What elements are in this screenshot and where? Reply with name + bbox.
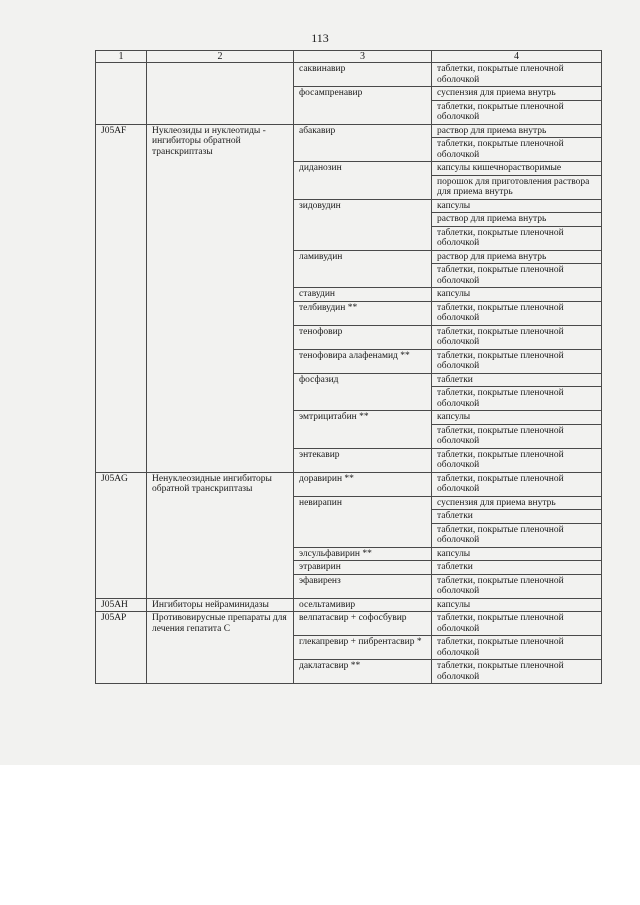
dosage-form-cell: таблетки, покрытые пленочной оболочкой [432, 325, 602, 349]
dosage-form-cell: таблетки, покрытые пленочной оболочкой [432, 612, 602, 636]
dosage-form-cell: капсулы [432, 199, 602, 213]
drug-name-cell: тенофовир [294, 325, 432, 349]
dosage-form-cell: раствор для приема внутрь [432, 124, 602, 138]
dosage-form-cell: таблетки [432, 373, 602, 387]
atc-code-cell: J05AG [96, 472, 147, 598]
dosage-form-cell: порошок для приготовления раствора для приема внутрь [432, 175, 602, 199]
header-cell: 2 [147, 51, 294, 63]
group-name-cell: Нуклеозиды и нуклеотиды - ингибиторы обратной транскриптазы [147, 124, 294, 472]
dosage-form-cell: таблетки, покрытые пленочной оболочкой [432, 138, 602, 162]
table-row [96, 612, 602, 636]
drug-name-cell: саквинавир [294, 63, 432, 87]
dosage-form-cell: таблетки, покрытые пленочной оболочкой [432, 448, 602, 472]
drug-name-cell: элсульфавирин ** [294, 547, 432, 561]
dosage-form-cell: суспензия для приема внутрь [432, 496, 602, 510]
dosage-form-cell: капсулы [432, 288, 602, 302]
drug-name-cell: осельтамивир [294, 598, 432, 612]
drug-name-cell: невирапин [294, 496, 432, 547]
dosage-form-cell: раствор для приема внутрь [432, 250, 602, 264]
table-row [96, 598, 602, 612]
dosage-form-cell: таблетки, покрытые пленочной оболочкой [432, 472, 602, 496]
drug-name-cell: диданозин [294, 162, 432, 200]
dosage-form-cell: таблетки, покрытые пленочной оболочкой [432, 660, 602, 684]
dosage-form-cell: суспензия для приема внутрь [432, 87, 602, 101]
drug-name-cell: фосфазид [294, 373, 432, 411]
atc-code-cell [96, 63, 147, 125]
dosage-form-cell: таблетки, покрытые пленочной оболочкой [432, 387, 602, 411]
page-number: 113 [311, 31, 329, 45]
dosage-form-cell: таблетки, покрытые пленочной оболочкой [432, 226, 602, 250]
drug-name-cell: абакавир [294, 124, 432, 162]
atc-code-cell: J05AF [96, 124, 147, 472]
drug-name-cell: глекапревир + пибрентасвир * [294, 636, 432, 660]
drug-name-cell: даклатасвир ** [294, 660, 432, 684]
table-row [96, 472, 602, 496]
drug-name-cell: этравирин [294, 561, 432, 575]
drug-name-cell: эмтрицитабин ** [294, 411, 432, 449]
atc-code-cell: J05AP [96, 612, 147, 684]
dosage-form-cell: таблетки, покрытые пленочной оболочкой [432, 636, 602, 660]
dosage-form-cell: капсулы кишечнорастворимые [432, 162, 602, 176]
dosage-form-cell: таблетки [432, 510, 602, 524]
table-row [96, 63, 602, 87]
table-header-row [96, 51, 602, 63]
dosage-form-cell: таблетки, покрытые пленочной оболочкой [432, 424, 602, 448]
table-row [96, 124, 602, 138]
dosage-form-cell: капсулы [432, 547, 602, 561]
drug-name-cell: тенофовира алафенамид ** [294, 349, 432, 373]
group-name-cell: Ингибиторы нейраминидазы [147, 598, 294, 612]
header-cell: 4 [432, 51, 602, 63]
dosage-form-cell: таблетки, покрытые пленочной оболочкой [432, 100, 602, 124]
drug-name-cell: зидовудин [294, 199, 432, 250]
header-cell: 3 [294, 51, 432, 63]
drug-name-cell: эфавиренз [294, 574, 432, 598]
dosage-form-cell: раствор для приема внутрь [432, 213, 602, 227]
header-cell: 1 [96, 51, 147, 63]
dosage-form-cell: таблетки [432, 561, 602, 575]
drug-name-cell: доравирин ** [294, 472, 432, 496]
drug-name-cell: фосампренавир [294, 87, 432, 125]
dosage-form-cell: таблетки, покрытые пленочной оболочкой [432, 264, 602, 288]
drug-name-cell: ставудин [294, 288, 432, 302]
group-name-cell [147, 63, 294, 125]
drug-name-cell: телбивудин ** [294, 301, 432, 325]
dosage-form-cell: капсулы [432, 598, 602, 612]
group-name-cell: Противовирусные препараты для лечения гепатита С [147, 612, 294, 684]
dosage-form-cell: таблетки, покрытые пленочной оболочкой [432, 301, 602, 325]
drug-name-cell: энтекавир [294, 448, 432, 472]
atc-code-cell: J05AH [96, 598, 147, 612]
drug-name-cell: ламивудин [294, 250, 432, 288]
dosage-form-cell: капсулы [432, 411, 602, 425]
group-name-cell: Ненуклеозидные ингибиторы обратной транскриптазы [147, 472, 294, 598]
dosage-form-cell: таблетки, покрытые пленочной оболочкой [432, 63, 602, 87]
dosage-form-cell: таблетки, покрытые пленочной оболочкой [432, 574, 602, 598]
dosage-form-cell: таблетки, покрытые пленочной оболочкой [432, 349, 602, 373]
drug-table [95, 50, 602, 684]
table-body [96, 63, 602, 684]
drug-name-cell: велпатасвир + софосбувир [294, 612, 432, 636]
dosage-form-cell: таблетки, покрытые пленочной оболочкой [432, 523, 602, 547]
